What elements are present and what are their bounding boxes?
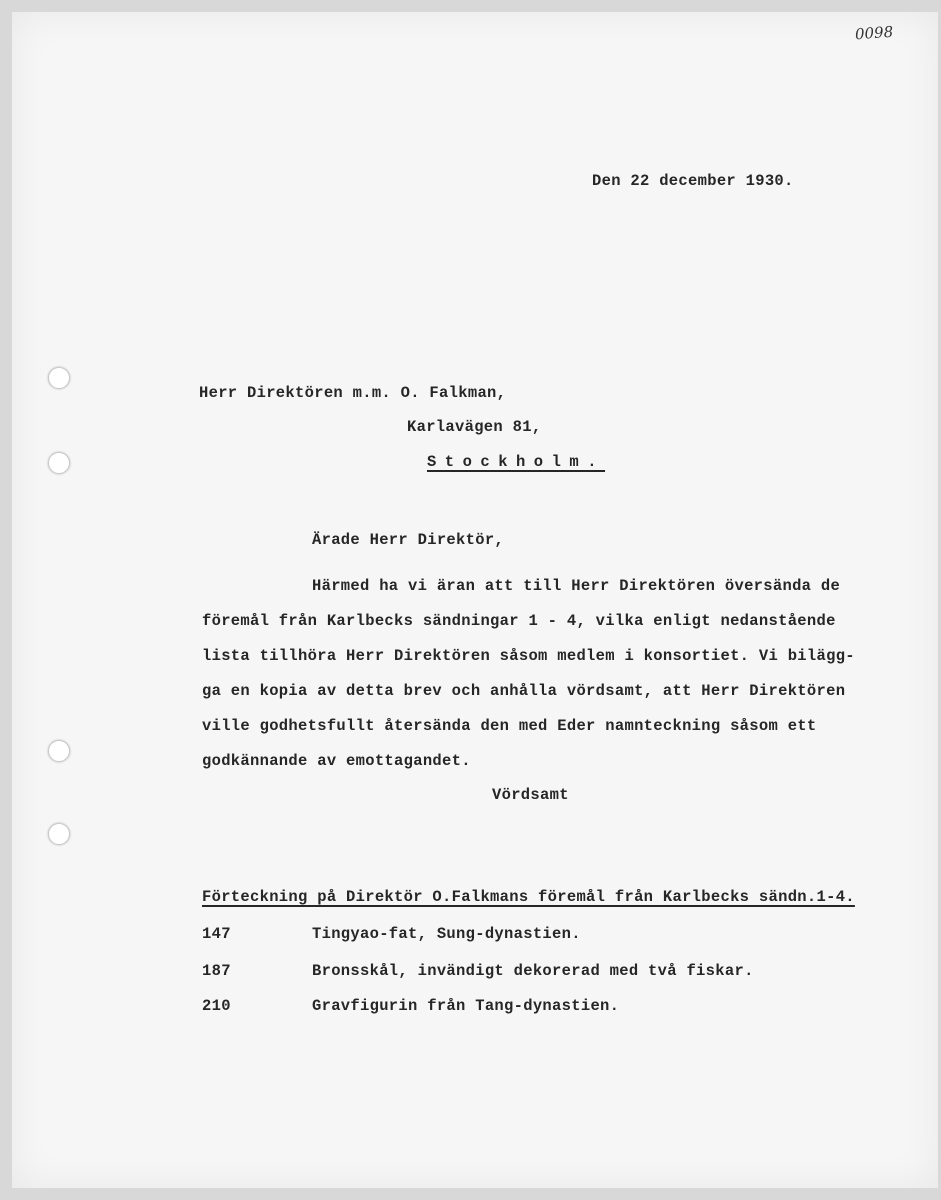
address-street: Karlavägen 81,: [407, 418, 542, 436]
punch-hole: [48, 367, 70, 389]
punch-hole: [48, 823, 70, 845]
list-item-description: Bronsskål, invändigt dekorerad med två fiskar.: [312, 962, 754, 980]
list-item-number: 187: [202, 962, 231, 980]
body-line: lista tillhöra Herr Direktören såsom medlem i konsortiet. Vi bilägg-: [202, 647, 855, 665]
body-line: godkännande av emottagandet.: [202, 752, 471, 770]
closing: Vördsamt: [492, 786, 569, 804]
letter-page: [12, 12, 938, 1188]
body-line: ville godhetsfullt återsända den med Eder namnteckning såsom ett: [202, 717, 817, 735]
body-line: föremål från Karlbecks sändningar 1 - 4, vilka enligt nedanstående: [202, 612, 836, 630]
punch-hole: [48, 452, 70, 474]
address-recipient: Herr Direktören m.m. O. Falkman,: [199, 384, 507, 402]
list-item-description: Gravfigurin från Tang-dynastien.: [312, 997, 620, 1015]
list-item-description: Tingyao-fat, Sung-dynastien.: [312, 925, 581, 943]
address-city: Stockholm.: [427, 453, 606, 471]
body-line: ga en kopia av detta brev och anhålla vördsamt, att Herr Direktören: [202, 682, 846, 700]
salutation: Ärade Herr Direktör,: [312, 531, 505, 549]
body-line: Härmed ha vi äran att till Herr Direktören översända de: [312, 577, 841, 595]
archive-number: 0098: [854, 22, 894, 44]
punch-hole: [48, 740, 70, 762]
letter-date: Den 22 december 1930.: [592, 172, 794, 190]
list-item-number: 210: [202, 997, 231, 1015]
list-item-number: 147: [202, 925, 231, 943]
list-heading: Förteckning på Direktör O.Falkmans föremål från Karlbecks sändn.1-4.: [202, 888, 855, 906]
